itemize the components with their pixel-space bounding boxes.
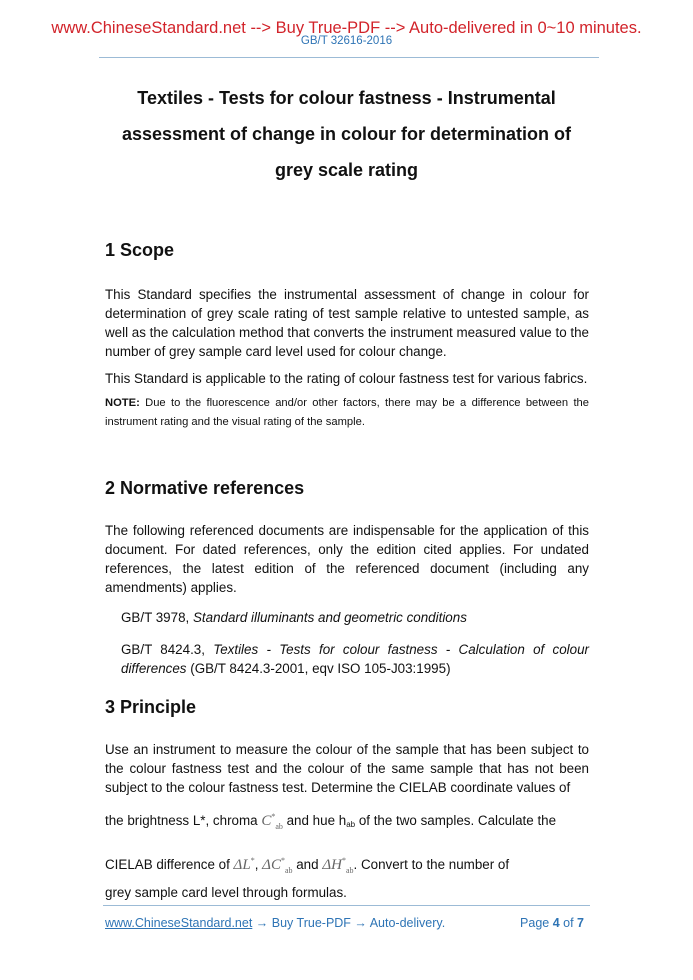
reference-title: Standard illuminants and geometric conditions — [192, 610, 467, 625]
principle-body — [105, 740, 589, 902]
page-indicator: Page 4 of 7 — [520, 916, 584, 930]
section-heading-principle: 3 Principle — [105, 697, 197, 717]
reference-code: GB/T 3978, — [121, 610, 193, 625]
scope-paragraph: This Standard specifies the instrumental assessment of change in colour for determination of grey scale rating of test sample relative to untested sample, as well as the calculation method that converts the instrument measured value to the number of grey sample card level used for colour change. — [105, 287, 589, 359]
principle-line: grey sample card level through formulas. — [105, 885, 347, 900]
title-line: grey scale rating — [274, 160, 419, 180]
page-total: 7 — [577, 916, 584, 930]
title-line: Textiles - Tests for colour fastness - Instrumental — [137, 88, 556, 108]
note-label: NOTE: — [105, 397, 140, 409]
document-title — [95, 80, 598, 188]
page-footer — [105, 916, 590, 930]
reference-suffix: (GB/T 8424.3-2001, eqv ISO 105-J03:1995) — [186, 661, 451, 676]
scope-paragraph: This Standard is applicable to the rating of colour fastness test for various fabrics. — [105, 371, 588, 386]
promo-banner[interactable]: www.ChineseStandard.net --> Buy True-PDF --> Auto-delivered in 0~10 minutes. — [51, 19, 642, 37]
delta-c-symbol: $\Delta C^*_{ab}$ — [262, 856, 293, 875]
normative-paragraph: The following referenced documents are indispensable for the application of this document. For dated references, only the edition cited applies. For undated references, the latest edition of the referenced document (including any amendments) applies. — [105, 523, 589, 595]
principle-paragraph: Use an instrument to measure the colour of the sample that has been subject to the colour fastness test and the colour of the same sample that has not been subject to the colour fastness test. Determine the CIELAB coordinate values of — [105, 742, 589, 795]
title-line: assessment of change in colour for determination of — [121, 124, 572, 144]
delta-l-symbol: ΔL* — [233, 856, 255, 873]
footer-link[interactable]: www.ChineseStandard.net — [105, 916, 253, 930]
section-heading-scope: 1 Scope — [105, 240, 175, 260]
delta-h-symbol: $\Delta H^*_{ab}$ — [322, 856, 354, 875]
footer-divider — [103, 905, 590, 906]
standard-number: GB/T 32616-2016 — [300, 35, 393, 47]
header-divider — [99, 57, 599, 58]
principle-line: CIELAB difference of ΔL*, $\Delta C^*_{ab}$ and $\Delta H^*_{ab}$. Convert to the number of — [105, 856, 510, 875]
reference-item — [121, 608, 589, 627]
section-heading-normative: 2 Normative references — [105, 478, 305, 498]
normative-body — [105, 521, 589, 597]
footer-tail: → Buy True-PDF → Auto-delivery. — [252, 916, 446, 930]
chroma-symbol: $C^*_{ab}$ — [261, 812, 283, 831]
reference-item — [121, 640, 589, 678]
note-text: Due to the fluorescence and/or other factors, there may be a difference between the instrument rating and the visual rating of the sample. — [105, 397, 589, 428]
reference-code: GB/T 8424.3, — [121, 642, 214, 657]
scope-note — [105, 394, 589, 432]
page-current: 4 — [552, 916, 560, 930]
principle-line: the brightness L*, chroma $C^*_{ab}$ and hue $h_{ab}$ of the two samples. Calculate the — [105, 812, 557, 831]
scope-body — [105, 285, 589, 432]
reference-title: Textiles - Tests for colour fastness - Calculation of colour differences — [121, 642, 590, 676]
